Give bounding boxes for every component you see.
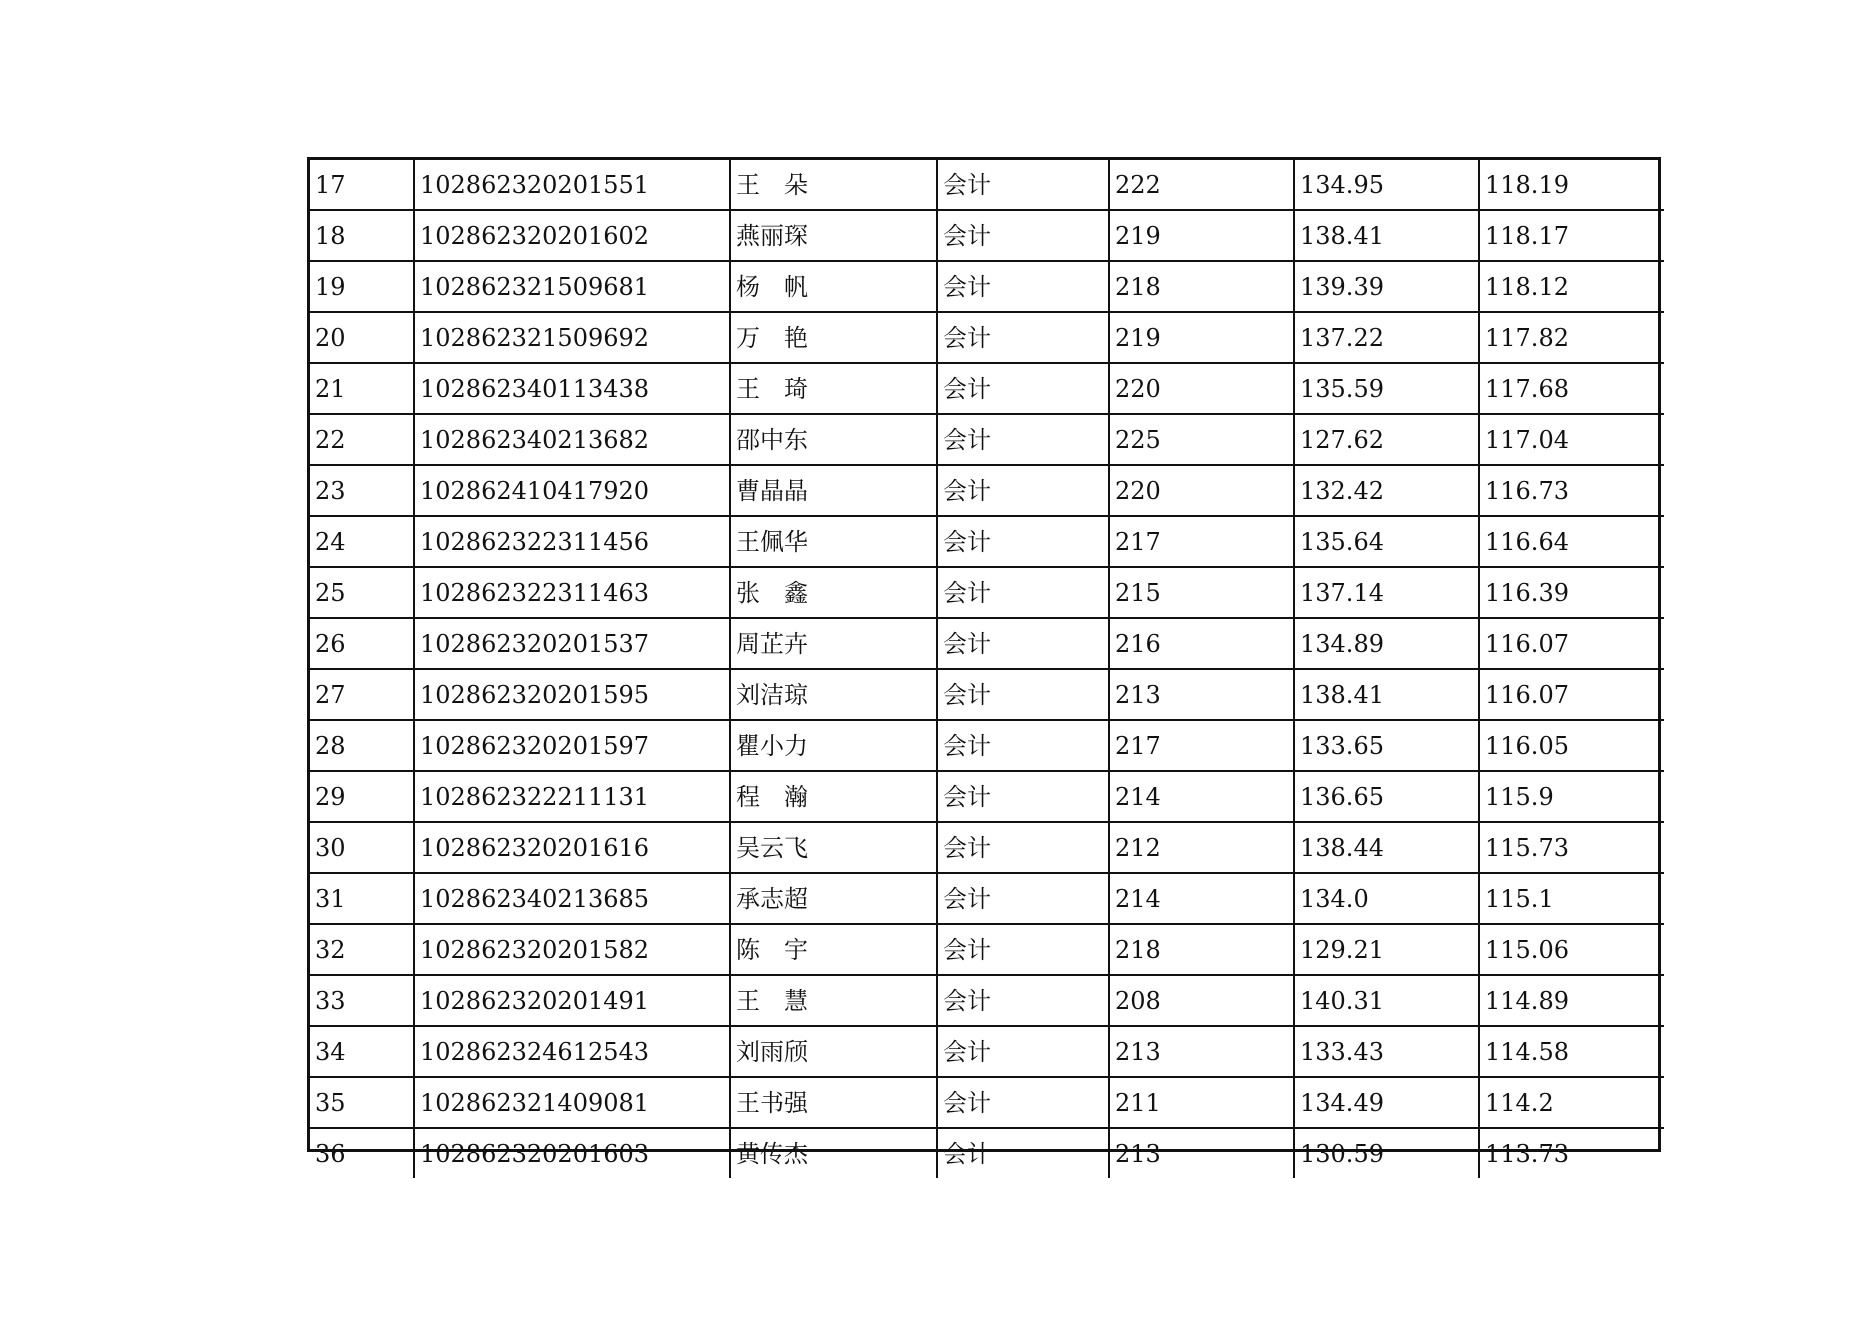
cell-score-3: 115.06 (1479, 924, 1664, 975)
cell-score-3: 114.2 (1479, 1077, 1664, 1128)
cell-seq: 22 (310, 414, 414, 465)
cell-major: 会计 (937, 720, 1109, 771)
score-table (310, 160, 1664, 1178)
cell-candidate-id: 102862320201616 (414, 822, 730, 873)
cell-score-2: 135.64 (1294, 516, 1479, 567)
cell-major: 会计 (937, 1077, 1109, 1128)
cell-major: 会计 (937, 414, 1109, 465)
cell-name: 瞿小力 (730, 720, 937, 771)
cell-seq: 24 (310, 516, 414, 567)
cell-seq: 36 (310, 1128, 414, 1178)
cell-score-2: 134.95 (1294, 160, 1479, 210)
cell-seq: 35 (310, 1077, 414, 1128)
cell-score-1: 217 (1109, 516, 1294, 567)
cell-major: 会计 (937, 618, 1109, 669)
cell-score-3: 115.9 (1479, 771, 1664, 822)
table-row (310, 516, 1664, 567)
cell-major: 会计 (937, 1128, 1109, 1178)
cell-score-1: 213 (1109, 1026, 1294, 1077)
cell-name: 刘洁琼 (730, 669, 937, 720)
cell-name: 陈 宇 (730, 924, 937, 975)
table-row (310, 1026, 1664, 1077)
cell-score-3: 117.68 (1479, 363, 1664, 414)
cell-candidate-id: 102862321509681 (414, 261, 730, 312)
cell-score-2: 135.59 (1294, 363, 1479, 414)
cell-name: 张 鑫 (730, 567, 937, 618)
cell-score-1: 212 (1109, 822, 1294, 873)
cell-seq: 32 (310, 924, 414, 975)
cell-score-3: 115.73 (1479, 822, 1664, 873)
cell-seq: 20 (310, 312, 414, 363)
cell-score-3: 114.89 (1479, 975, 1664, 1026)
cell-score-1: 220 (1109, 465, 1294, 516)
cell-score-2: 133.65 (1294, 720, 1479, 771)
cell-name: 王书强 (730, 1077, 937, 1128)
cell-name: 王 朵 (730, 160, 937, 210)
cell-candidate-id: 102862320201597 (414, 720, 730, 771)
table-row (310, 210, 1664, 261)
cell-score-2: 137.22 (1294, 312, 1479, 363)
table-row (310, 465, 1664, 516)
cell-seq: 34 (310, 1026, 414, 1077)
cell-name: 承志超 (730, 873, 937, 924)
cell-candidate-id: 102862320201603 (414, 1128, 730, 1178)
cell-seq: 21 (310, 363, 414, 414)
cell-score-3: 118.17 (1479, 210, 1664, 261)
cell-score-2: 134.89 (1294, 618, 1479, 669)
cell-name: 邵中东 (730, 414, 937, 465)
table-row (310, 975, 1664, 1026)
cell-major: 会计 (937, 312, 1109, 363)
cell-major: 会计 (937, 771, 1109, 822)
cell-candidate-id: 102862340113438 (414, 363, 730, 414)
cell-candidate-id: 102862340213682 (414, 414, 730, 465)
table-body (310, 160, 1664, 1178)
cell-major: 会计 (937, 261, 1109, 312)
cell-name: 万 艳 (730, 312, 937, 363)
cell-major: 会计 (937, 1026, 1109, 1077)
cell-score-1: 211 (1109, 1077, 1294, 1128)
table-row (310, 1077, 1664, 1128)
cell-score-1: 220 (1109, 363, 1294, 414)
cell-name: 刘雨颀 (730, 1026, 937, 1077)
table-row (310, 873, 1664, 924)
cell-major: 会计 (937, 465, 1109, 516)
cell-candidate-id: 102862322211131 (414, 771, 730, 822)
table-row (310, 720, 1664, 771)
cell-score-3: 116.05 (1479, 720, 1664, 771)
cell-name: 黄传杰 (730, 1128, 937, 1178)
cell-candidate-id: 102862410417920 (414, 465, 730, 516)
cell-seq: 19 (310, 261, 414, 312)
cell-major: 会计 (937, 975, 1109, 1026)
cell-score-3: 116.39 (1479, 567, 1664, 618)
cell-major: 会计 (937, 669, 1109, 720)
table-row (310, 312, 1664, 363)
cell-seq: 28 (310, 720, 414, 771)
table-row (310, 669, 1664, 720)
cell-major: 会计 (937, 822, 1109, 873)
cell-score-2: 138.41 (1294, 669, 1479, 720)
cell-name: 王佩华 (730, 516, 937, 567)
cell-score-1: 215 (1109, 567, 1294, 618)
cell-score-3: 118.19 (1479, 160, 1664, 210)
cell-score-2: 130.59 (1294, 1128, 1479, 1178)
cell-candidate-id: 102862340213685 (414, 873, 730, 924)
cell-candidate-id: 102862321509692 (414, 312, 730, 363)
cell-score-2: 127.62 (1294, 414, 1479, 465)
cell-score-1: 216 (1109, 618, 1294, 669)
cell-candidate-id: 102862320201551 (414, 160, 730, 210)
cell-major: 会计 (937, 160, 1109, 210)
cell-major: 会计 (937, 516, 1109, 567)
cell-score-2: 138.44 (1294, 822, 1479, 873)
cell-candidate-id: 102862322311463 (414, 567, 730, 618)
cell-major: 会计 (937, 210, 1109, 261)
cell-score-3: 116.73 (1479, 465, 1664, 516)
cell-candidate-id: 102862324612543 (414, 1026, 730, 1077)
score-table-container (307, 157, 1661, 1168)
table-row (310, 618, 1664, 669)
cell-major: 会计 (937, 873, 1109, 924)
cell-score-1: 214 (1109, 771, 1294, 822)
cell-score-1: 219 (1109, 210, 1294, 261)
cell-seq: 27 (310, 669, 414, 720)
cell-major: 会计 (937, 363, 1109, 414)
cell-name: 杨 帆 (730, 261, 937, 312)
cell-candidate-id: 102862320201582 (414, 924, 730, 975)
cell-seq: 17 (310, 160, 414, 210)
table-row (310, 924, 1664, 975)
cell-candidate-id: 102862320201491 (414, 975, 730, 1026)
cell-seq: 31 (310, 873, 414, 924)
cell-name: 曹晶晶 (730, 465, 937, 516)
cell-candidate-id: 102862322311456 (414, 516, 730, 567)
table-row (310, 1128, 1664, 1178)
cell-seq: 18 (310, 210, 414, 261)
cell-score-1: 225 (1109, 414, 1294, 465)
cell-score-2: 136.65 (1294, 771, 1479, 822)
table-row (310, 414, 1664, 465)
cell-name: 王 琦 (730, 363, 937, 414)
cell-score-1: 218 (1109, 924, 1294, 975)
cell-name: 吴云飞 (730, 822, 937, 873)
cell-score-3: 116.64 (1479, 516, 1664, 567)
cell-score-1: 218 (1109, 261, 1294, 312)
cell-score-3: 117.04 (1479, 414, 1664, 465)
cell-seq: 26 (310, 618, 414, 669)
cell-score-2: 129.21 (1294, 924, 1479, 975)
table-row (310, 261, 1664, 312)
cell-score-1: 214 (1109, 873, 1294, 924)
cell-score-2: 137.14 (1294, 567, 1479, 618)
cell-name: 程 瀚 (730, 771, 937, 822)
cell-score-3: 118.12 (1479, 261, 1664, 312)
cell-major: 会计 (937, 924, 1109, 975)
cell-name: 王 慧 (730, 975, 937, 1026)
cell-score-1: 222 (1109, 160, 1294, 210)
cell-name: 燕丽琛 (730, 210, 937, 261)
cell-seq: 29 (310, 771, 414, 822)
cell-seq: 25 (310, 567, 414, 618)
cell-name: 周芷卉 (730, 618, 937, 669)
cell-candidate-id: 102862320201602 (414, 210, 730, 261)
cell-score-3: 116.07 (1479, 618, 1664, 669)
cell-major: 会计 (937, 567, 1109, 618)
table-row (310, 567, 1664, 618)
cell-candidate-id: 102862320201537 (414, 618, 730, 669)
cell-seq: 30 (310, 822, 414, 873)
cell-score-2: 138.41 (1294, 210, 1479, 261)
cell-score-2: 134.0 (1294, 873, 1479, 924)
cell-score-1: 217 (1109, 720, 1294, 771)
cell-score-1: 213 (1109, 1128, 1294, 1178)
cell-score-2: 133.43 (1294, 1026, 1479, 1077)
cell-seq: 23 (310, 465, 414, 516)
cell-score-2: 132.42 (1294, 465, 1479, 516)
cell-score-3: 115.1 (1479, 873, 1664, 924)
table-row (310, 822, 1664, 873)
cell-score-3: 114.58 (1479, 1026, 1664, 1077)
cell-score-1: 219 (1109, 312, 1294, 363)
cell-score-3: 116.07 (1479, 669, 1664, 720)
table-row (310, 160, 1664, 210)
cell-score-2: 140.31 (1294, 975, 1479, 1026)
table-row (310, 771, 1664, 822)
cell-candidate-id: 102862321409081 (414, 1077, 730, 1128)
cell-score-3: 117.82 (1479, 312, 1664, 363)
cell-score-2: 134.49 (1294, 1077, 1479, 1128)
table-row (310, 363, 1664, 414)
cell-score-1: 213 (1109, 669, 1294, 720)
cell-score-3: 113.73 (1479, 1128, 1664, 1178)
cell-score-2: 139.39 (1294, 261, 1479, 312)
cell-seq: 33 (310, 975, 414, 1026)
cell-score-1: 208 (1109, 975, 1294, 1026)
cell-candidate-id: 102862320201595 (414, 669, 730, 720)
